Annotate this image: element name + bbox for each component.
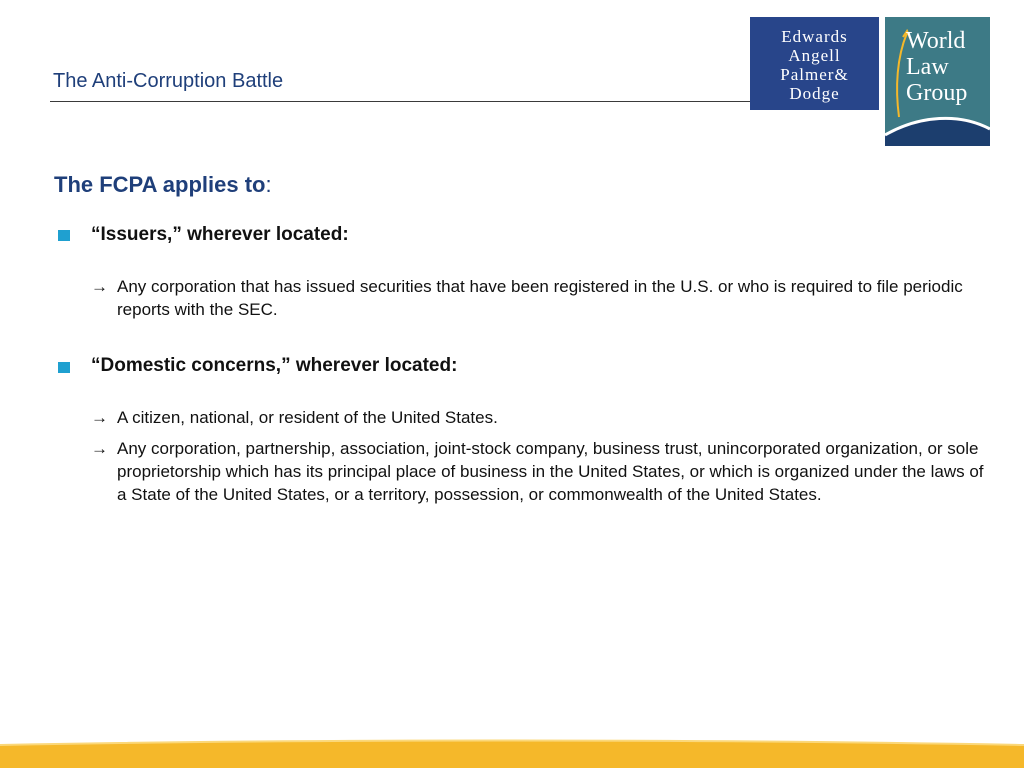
sub-item-text: Any corporation, partnership, association, joint-stock company, business trust, unincorporated organization, or sole proprietorship which has its principal place of business in the United States, or which is organized under the laws of a State of the United States, or a territory, possession, or commonwealth of the United States. — [117, 439, 984, 504]
square-bullet-icon — [58, 230, 70, 241]
domestic-concerns-citizen — [91, 406, 991, 429]
slide-header-title: The Anti-Corruption Battle — [53, 70, 284, 92]
world-law-group-logo — [885, 17, 990, 146]
issuers-definition — [91, 275, 991, 321]
logo-line: Law — [906, 54, 949, 80]
arrow-icon: → — [91, 408, 108, 427]
logo-line: Dodge — [789, 84, 840, 103]
logo-line: Angell — [788, 46, 841, 65]
logo-line: World — [906, 28, 966, 54]
arrow-icon: → — [91, 277, 108, 296]
heading-colon: : — [265, 172, 272, 197]
domestic-concerns-title: “Domestic concerns,” wherever located: — [91, 355, 458, 376]
sub-item-text: A citizen, national, or resident of the United States. — [117, 408, 498, 427]
logo-line: Edwards — [781, 27, 848, 46]
footer-band — [0, 735, 1024, 768]
logo-line: Group — [906, 80, 968, 106]
edwards-angell-palmer-dodge-logo — [750, 17, 879, 110]
arrow-icon: → — [91, 439, 108, 458]
header-divider — [50, 101, 750, 102]
heading-text: The FCPA applies to — [54, 172, 266, 197]
logo-line: Palmer& — [780, 65, 849, 84]
slide-heading — [54, 172, 272, 198]
domestic-concerns-entity — [91, 437, 991, 506]
issuers-title: “Issuers,” wherever located: — [91, 224, 349, 245]
square-bullet-icon — [58, 362, 70, 373]
sub-item-text: Any corporation that has issued securities that have been registered in the U.S. or who is required to file periodic reports with the SEC. — [117, 277, 963, 319]
